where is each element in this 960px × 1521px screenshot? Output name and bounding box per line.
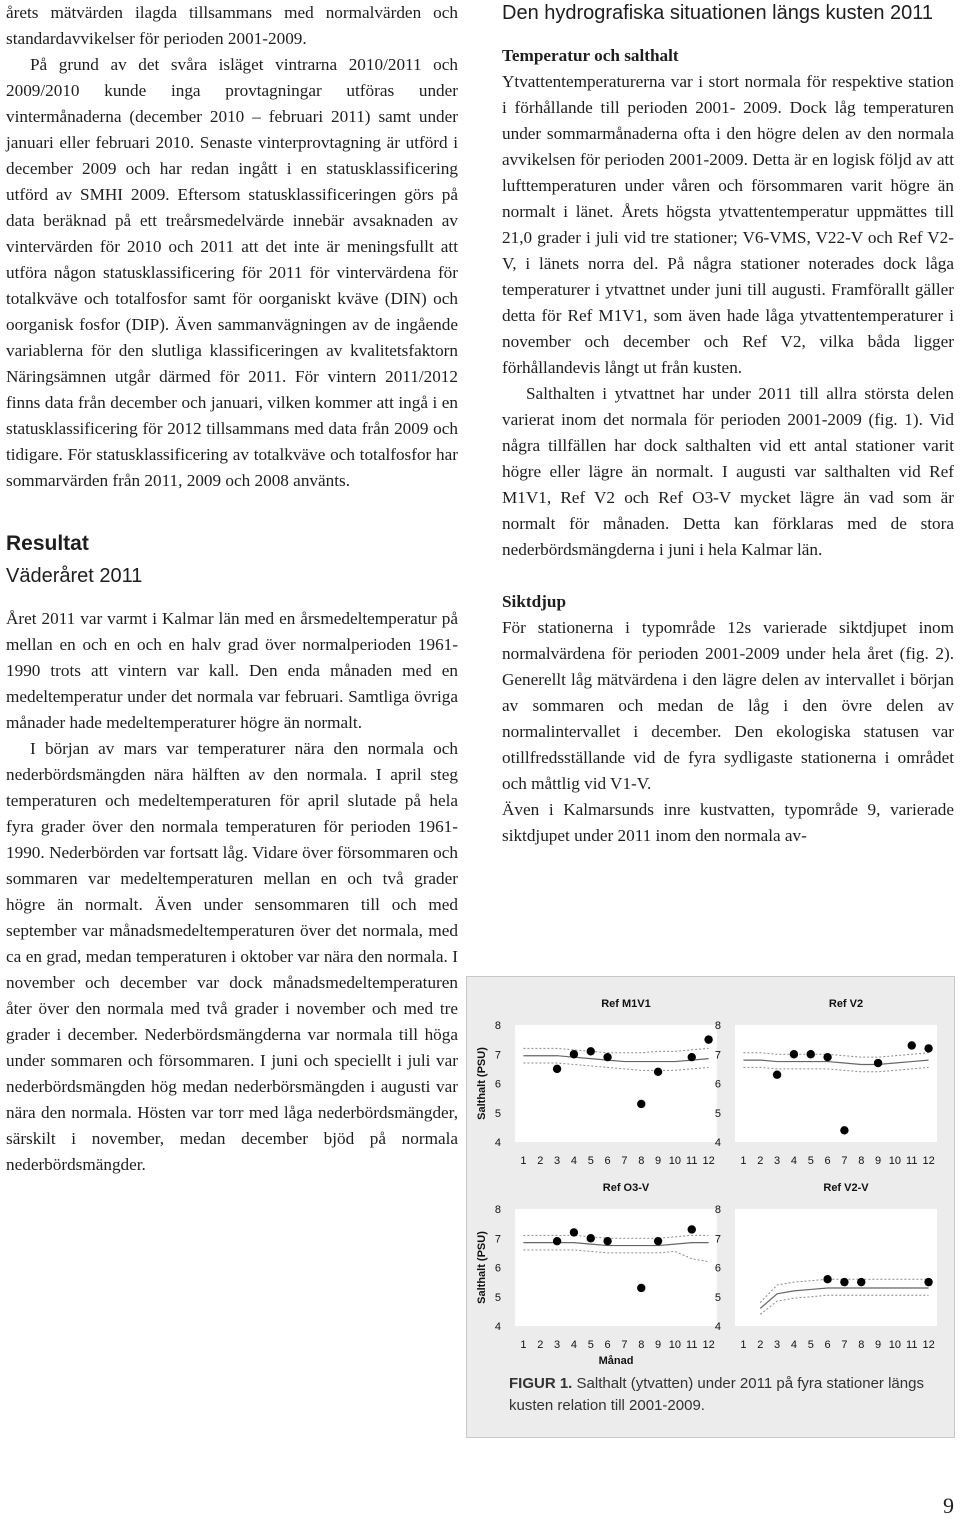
data-point-2011: [874, 1059, 882, 1067]
data-point-2011: [857, 1278, 865, 1286]
x-tick-label: 5: [807, 1339, 814, 1351]
secchi-depth-heading: Siktdjup: [502, 592, 567, 611]
plot-area: [735, 1025, 937, 1142]
x-tick-label: 5: [807, 1155, 814, 1167]
x-tick-label: 10: [888, 1155, 902, 1167]
x-tick-label: 6: [604, 1339, 611, 1351]
section-heading-resultat: Resultat: [6, 532, 89, 555]
y-tick-label: 6: [714, 1262, 721, 1275]
x-tick-label: 7: [621, 1339, 628, 1351]
x-tick-label: 11: [906, 1339, 918, 1351]
y-axis-label: Salthalt (PSU): [476, 1231, 488, 1304]
chart-title: Ref O3-V: [602, 1182, 650, 1194]
x-tick-label: 9: [875, 1339, 882, 1351]
paragraph-year-2011: Året 2011 var varmt i Kalmar län med en årsmedeltemperatur på mellan en och en och en halv grad över normalperioden 1961-1990 trots att vintern var kall. Den enda månaden med en medeltemperatur under det normala var februari. Samtliga övriga månader hade medeltemperaturer högre än normalt.: [6, 609, 458, 732]
y-tick-label: 8: [494, 1204, 501, 1216]
x-tick-label: 2: [537, 1339, 544, 1351]
y-tick-label: 6: [494, 1262, 501, 1275]
plot-area: [515, 1025, 717, 1142]
x-tick-label: 6: [604, 1155, 611, 1167]
x-tick-label: 12: [702, 1339, 715, 1351]
data-point-2011: [924, 1278, 932, 1286]
data-point-2011: [603, 1237, 611, 1245]
chart-title: Ref M1V1: [601, 998, 651, 1010]
y-tick-label: 4: [714, 1321, 721, 1333]
chart-title: Ref V2-V: [823, 1182, 869, 1194]
paragraph-secchi-12s: För stationerna i typområde 12s varierade siktdjupet inom normalvärdena för perioden 2001-2009 under hela året (fig. 2). Generellt låg mätvärdena i den lägre delen av intervallet i början av sommaren och medan de låg i den övre delen av normalintervallet i december. Den ekologiska statusen var otillfredsställande vid de fyra sydligaste stationerna i området och måttlig vid V1-V.: [502, 618, 954, 793]
x-tick-label: 12: [922, 1339, 935, 1351]
y-tick-label: 6: [494, 1078, 501, 1091]
data-point-2011: [823, 1275, 831, 1283]
data-point-2011: [840, 1278, 848, 1286]
x-tick-label: 3: [774, 1155, 781, 1167]
plot-area: [735, 1209, 937, 1326]
x-tick-label: 10: [668, 1155, 682, 1167]
x-tick-label: 3: [554, 1155, 561, 1167]
y-tick-label: 6: [714, 1078, 721, 1091]
data-point-2011: [773, 1071, 781, 1079]
salinity-charts: [467, 977, 956, 1377]
x-tick-label: 1: [740, 1155, 747, 1167]
paragraph-intro: årets mätvärden ilagda tillsammans med normalvärden och standardavvikelser för perioden 2001-2009.: [6, 3, 458, 48]
x-tick-label: 8: [858, 1339, 865, 1351]
y-tick-label: 8: [494, 1020, 501, 1032]
x-tick-label: 6: [824, 1339, 831, 1351]
x-tick-label: 5: [587, 1155, 594, 1167]
x-tick-label: 10: [668, 1339, 682, 1351]
data-point-2011: [807, 1050, 815, 1058]
x-tick-label: 9: [875, 1155, 882, 1167]
data-point-2011: [637, 1284, 645, 1292]
y-tick-label: 5: [714, 1107, 721, 1120]
page-number: 9: [943, 1493, 954, 1518]
data-point-2011: [654, 1068, 662, 1076]
y-tick-label: 7: [494, 1049, 501, 1062]
x-tick-label: 1: [520, 1339, 527, 1351]
x-tick-label: 6: [824, 1155, 831, 1167]
x-tick-label: 10: [888, 1339, 902, 1351]
plot-area: [515, 1209, 717, 1326]
y-tick-label: 8: [714, 1204, 721, 1216]
data-point-2011: [553, 1065, 561, 1073]
x-tick-label: 9: [655, 1339, 662, 1351]
right-column: [502, 0, 954, 849]
x-tick-label: 8: [858, 1155, 865, 1167]
paragraph-winter-sampling: På grund av det svåra isläget vintrarna 2010/2011 och 2009/2010 kunde inga provtagningar utföras under vintermånaderna (december 2010 – februari 2011) samt under januari eller februari 2010. Senaste vinterprovtagning är utförd i december 2009 och har redan ingått i en statusklassificering utförd av SMHI 2009. Eftersom statusklassificeringen görs på data beräknad på ett treårsmedelvärde innebär avsaknaden av vintervärden för 2010 och 2011 att det inte är meningsfullt att utföra någon statusklassificering för 2011 för vintervärdena för totalkväve och totalfosfor samt för oorganiskt kväve (DIN) och oorganisk fosfor (DIP). Även sammanvägningen av de ingående variablerna för den slutliga klassificeringen av kvalitetsfaktorn Näringsämnen utgår därmed för 2011. För vintern 2011/2012 finns data från december och januari, vilken kommer att ingå i en statusklassificering för 2012 tillsammans med data från 2009 och tidigare. För statusklassificering av totalkväve och totalfosfor har sommarvärden från 2011, 2009 och 2008 använts.: [6, 55, 458, 490]
x-tick-label: 7: [621, 1155, 628, 1167]
paragraph-secchi-kalmarsund: Även i Kalmarsunds inre kustvatten, typområde 9, varierade siktdjupet under 2011 inom den normala av-: [502, 800, 954, 845]
data-point-2011: [823, 1053, 831, 1061]
data-point-2011: [587, 1234, 595, 1242]
data-point-2011: [570, 1228, 578, 1236]
paragraph-salinity: Salthalten i ytvattnet har under 2011 till allra största delen varierat inom det normala för perioden 2001-2009 (fig. 1). Vid några tillfällen har dock salthalten vid ett antal stationer varit högre eller lägre än normalt. I augusti var salthalten vid Ref M1V1, Ref V2 och Ref O3-V mycket lägre än vad som är normalt för månaden. Detta kan förklaras med de stora nederbördsmängderna i juni i hela Kalmar län.: [502, 384, 954, 559]
paragraph-temperature: Ytvattentemperaturerna var i stort normala för respektive station i förhållande till perioden 2001- 2009. Dock låg temperaturen under sommarmånaderna ofta i den högre delen av den normala avvikelsen för perioden 2001-2009. Detta är en logisk följd av att lufttemperaturen under våren och försommaren varit högre än normalt i länet. Årets högsta ytvattentemperatur uppmättes till 21,0 grader i juli vid tre stationer; V6-VMS, V22-V och Ref V2-V, i länets norra del. På några stationer noterades dock låga temperaturer i ytvattnet under juni till augusti. Framförallt gäller detta för Ref M1V1, som även hade låga ytvattentemperaturer i november och december och Ref V2, vilka båda ligger förhållandevis långt ut från kusten.: [502, 72, 954, 377]
x-tick-label: 3: [774, 1339, 781, 1351]
data-point-2011: [587, 1047, 595, 1055]
y-tick-label: 5: [714, 1291, 721, 1304]
x-tick-label: 3: [554, 1339, 561, 1351]
chart-panel-2: [715, 998, 937, 1167]
y-tick-label: 7: [714, 1233, 721, 1246]
y-axis-label: Salthalt (PSU): [476, 1047, 488, 1120]
x-tick-label: 11: [686, 1155, 698, 1167]
figure-caption-label: FIGUR 1.: [509, 1375, 573, 1392]
x-tick-label: 1: [520, 1155, 527, 1167]
x-tick-label: 4: [570, 1339, 577, 1351]
left-column: [6, 0, 458, 1178]
x-tick-label: 4: [570, 1155, 577, 1167]
chart-panel-4: [715, 1182, 937, 1351]
hydrography-heading: Den hydrografiska situationen längs kusten 2011: [502, 2, 934, 24]
y-tick-label: 8: [714, 1020, 721, 1032]
data-point-2011: [924, 1044, 932, 1052]
x-tick-label: 7: [841, 1339, 848, 1351]
data-point-2011: [790, 1050, 798, 1058]
data-point-2011: [688, 1053, 696, 1061]
data-point-2011: [603, 1053, 611, 1061]
data-point-2011: [688, 1225, 696, 1233]
y-tick-label: 4: [494, 1137, 501, 1149]
paragraph-monthly-weather: I början av mars var temperaturer nära den normala och nederbördsmängden nära hälften av den normala. I april steg temperaturen och medeltemperaturen för april slutade på hela fyra grader över den normala temperaturen för perioden 1961-1990. Nederbörden var fortsatt låg. Vidare över försommaren och sommaren var medeltemperaturen mellan en och två grader högre än normalt. Även under sensommaren till och med september var månadsmedeltemperaturen över det normala, med ca en grad, medan temperaturen i oktober var nära den normala. I november och december var dock månadsmedeltemperaturen åter över den normala med två grader i november och med tre grader i december. Nederbördsmängderna var normala till höga under sommaren och försommaren. I juni och speciellt i juli var nederbördsmängden hög medan nederbörsmängden i augusti var nära den normala. Hösten var torr med låga nederbördsmängder, särskilt i november, medan december bjöd på normala nederbördsmängder.: [6, 739, 458, 1174]
x-tick-label: 11: [686, 1339, 698, 1351]
x-tick-label: 5: [587, 1339, 594, 1351]
x-tick-label: 8: [638, 1155, 645, 1167]
y-tick-label: 7: [714, 1049, 721, 1062]
figure-caption-text: Salthalt (ytvatten) under 2011 på fyra stationer längs kusten relation till 2001-2009.: [509, 1375, 924, 1414]
x-tick-label: 1: [740, 1339, 747, 1351]
data-point-2011: [637, 1100, 645, 1108]
y-tick-label: 5: [494, 1291, 501, 1304]
data-point-2011: [553, 1237, 561, 1245]
chart-panel-1: [476, 998, 717, 1167]
data-point-2011: [570, 1050, 578, 1058]
data-point-2011: [840, 1126, 848, 1134]
subheading-vaderaret: Väderåret 2011: [6, 565, 143, 587]
x-tick-label: 11: [906, 1155, 918, 1167]
x-tick-label: 7: [841, 1155, 848, 1167]
y-tick-label: 7: [494, 1233, 501, 1246]
x-tick-label: 2: [537, 1155, 544, 1167]
x-tick-label: 8: [638, 1339, 645, 1351]
x-axis-label: Månad: [598, 1355, 634, 1367]
figure-caption: [509, 1373, 929, 1417]
data-point-2011: [908, 1041, 916, 1049]
x-tick-label: 4: [790, 1155, 797, 1167]
x-tick-label: 2: [757, 1339, 764, 1351]
y-tick-label: 5: [494, 1107, 501, 1120]
y-tick-label: 4: [714, 1137, 721, 1149]
y-tick-label: 4: [494, 1321, 501, 1333]
chart-title: Ref V2: [828, 998, 864, 1010]
data-point-2011: [704, 1035, 712, 1043]
chart-panel-3: [476, 1182, 717, 1367]
x-tick-label: 9: [655, 1155, 662, 1167]
x-tick-label: 12: [922, 1155, 935, 1167]
data-point-2011: [654, 1237, 662, 1245]
figure-1: [466, 976, 955, 1438]
x-tick-label: 12: [702, 1155, 715, 1167]
x-tick-label: 4: [790, 1339, 797, 1351]
x-tick-label: 2: [757, 1155, 764, 1167]
temperature-salinity-heading: Temperatur och salthalt: [502, 46, 679, 65]
